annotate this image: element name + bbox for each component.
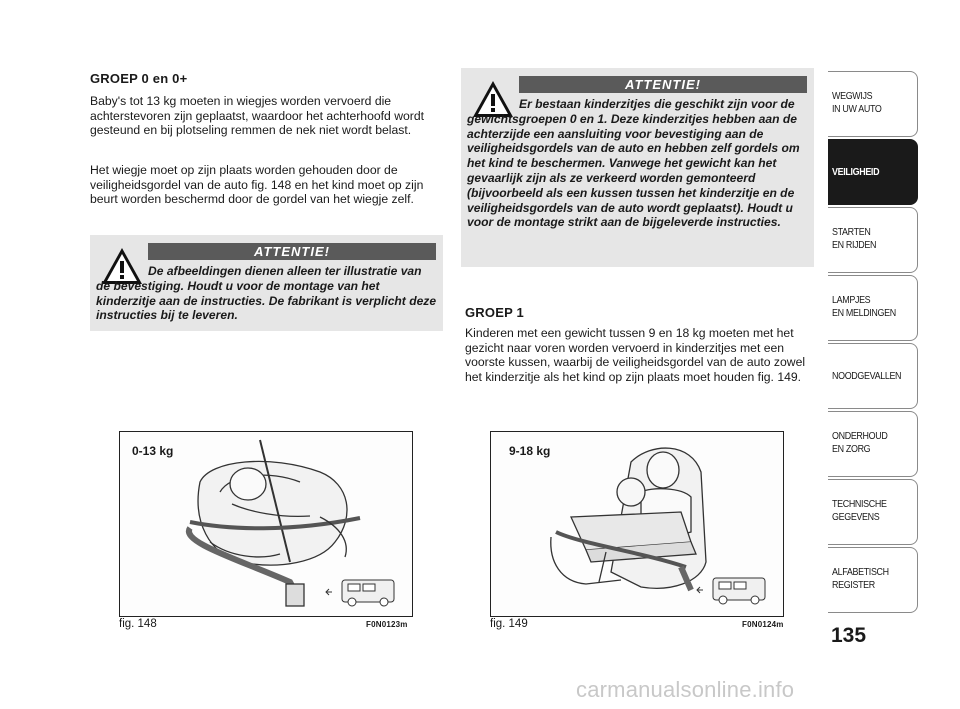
tab-technische[interactable] — [828, 479, 918, 545]
tab-wegwijs[interactable] — [828, 71, 918, 137]
warning-box-group-0-1 — [461, 68, 814, 267]
figure-caption: fig. 148 — [119, 618, 157, 630]
figure-weight-label: 9-18 kg — [509, 444, 551, 458]
tab-label: VEILIGHEID — [832, 166, 880, 178]
tab-label: ONDERHOUD EN ZORG — [832, 430, 888, 455]
tab-label: TECHNISCHE GEGEVENS — [832, 498, 887, 523]
tab-veiligheid[interactable] — [828, 139, 918, 205]
tab-label: ALFABETISCH REGISTER — [832, 566, 889, 591]
child-seat-illustration — [491, 432, 783, 616]
figure-149-child-seat — [490, 431, 784, 617]
tab-onderhoud[interactable] — [828, 411, 918, 477]
warning-text: Er bestaan kinderzitjes die geschikt zijn voor de gewichtsgroepen 0 en 1. Deze kinderzitjes hebben aan de achterzijde een aansluiting voor bevestiging aan de veiligheidsgordels van de auto en hebben zelf gordels om het kind te beschermen. Vanwege het gewicht kan het gevaarlijk zijn als ze verkeerd worden gemonteerd (bijvoorbeeld als een kussen tussen het kinderzitje en de veiligheidsgordels van de auto wordt geplaatst). Houdt u voor de montage strikt aan de bijgeleverde instructies. — [467, 97, 800, 230]
paragraph-group-1: Kinderen met een gewicht tussen 9 en 18 kg moeten met het gezicht naar voren worden vervoerd in kinderzitjes met een voorste kussen, waarbij de veiligheidsgordel van de auto zowel het kinderzitje als het kind op zijn plaats moet houden fig. 149. — [465, 326, 806, 384]
tab-alfabetisch[interactable] — [828, 547, 918, 613]
warning-text: De afbeeldingen dienen alleen ter illustratie van de bevestiging. Houdt u voor de montage van het kinderzitje aan de instructies. De fabrikant is verplicht deze instructies bij te leveren. — [96, 264, 437, 323]
section-heading-group-0: GROEP 0 en 0+ — [90, 71, 188, 86]
tab-label: WEGWIJS IN UW AUTO — [832, 90, 882, 115]
page-number: 135 — [831, 624, 867, 647]
figure-148-infant-seat — [119, 431, 413, 617]
figure-caption: fig. 149 — [490, 618, 528, 630]
figure-code: F0N0124m — [742, 620, 784, 629]
watermark: carmanualsonline.info — [576, 677, 795, 702]
warning-title: ATTENTIE! — [148, 243, 436, 260]
paragraph-group-0-belt: Het wiegje moet op zijn plaats worden gehouden door de veiligheidsgordel van de auto fig. 148 en het kind moet op zijn beurt worden beschermd door de gordel van het wiegje zelf. — [90, 163, 424, 207]
figure-code: F0N0123m — [366, 620, 408, 629]
section-heading-group-1: GROEP 1 — [465, 305, 524, 320]
tab-label: NOODGEVALLEN — [832, 370, 902, 382]
warning-title: ATTENTIE! — [519, 76, 807, 93]
tab-noodgevallen[interactable] — [828, 343, 918, 409]
infant-seat-illustration — [120, 432, 412, 616]
warning-box-illustration — [90, 235, 443, 331]
tab-label: STARTEN EN RIJDEN — [832, 226, 877, 251]
tab-starten[interactable] — [828, 207, 918, 273]
tab-label: LAMPJES EN MELDINGEN — [832, 294, 896, 319]
tab-lampjes[interactable] — [828, 275, 918, 341]
figure-weight-label: 0-13 kg — [132, 444, 174, 458]
paragraph-group-0-intro: Baby's tot 13 kg moeten in wiegjes worden vervoerd die achterstevoren zijn geplaatst, waardoor het achterhoofd wordt gesteund en bij plotseling remmen de nek niet wordt belast. — [90, 94, 424, 138]
